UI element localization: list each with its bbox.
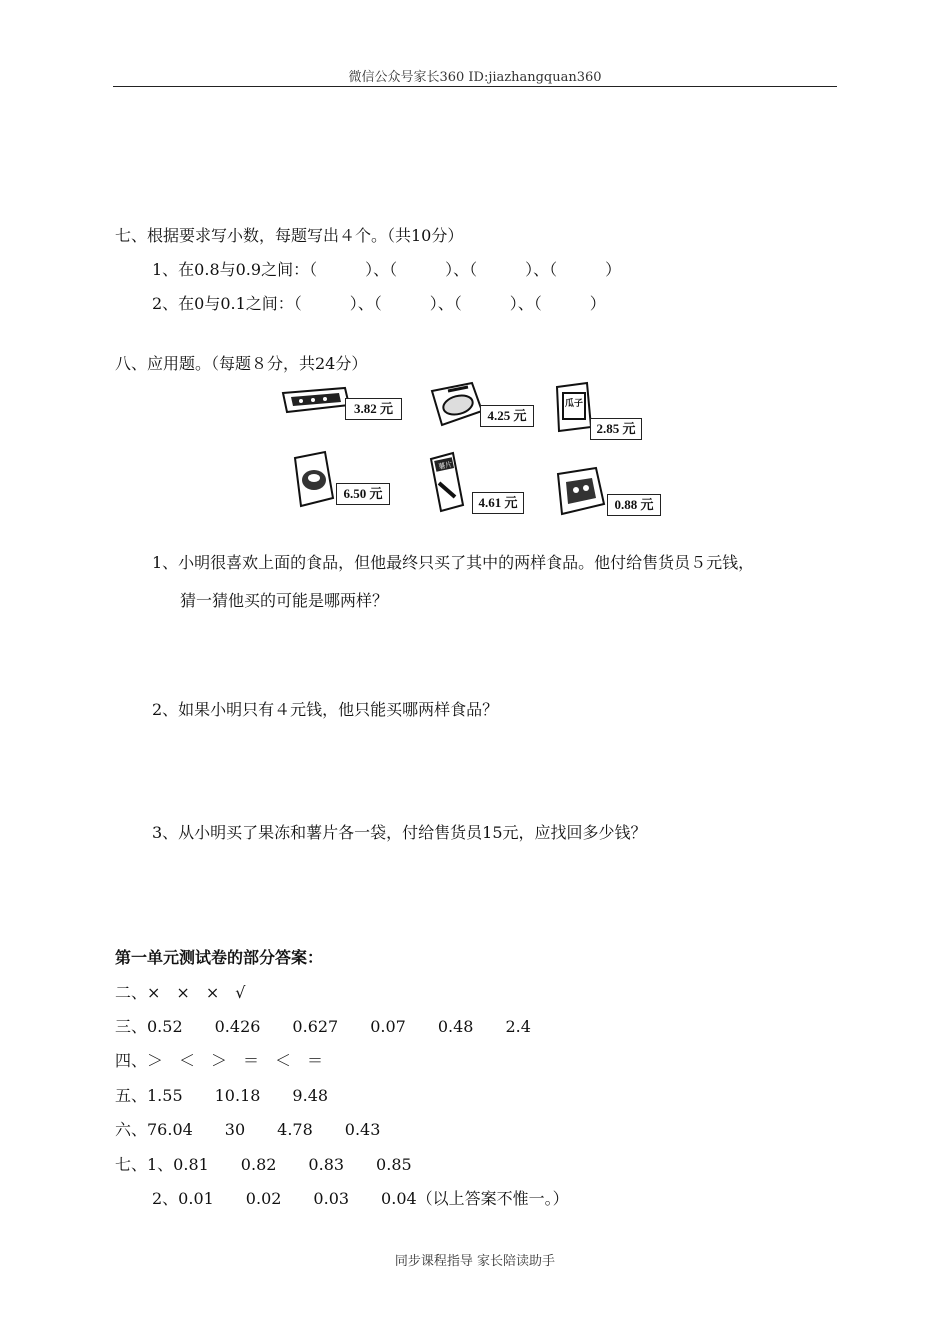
price-tag-5: 4.61 元: [472, 492, 524, 514]
header-rule: [113, 86, 837, 87]
food-label-seeds: 瓜子: [564, 399, 584, 409]
page-header: 微信公众号家长360 ID:jiazhangquan360: [348, 70, 602, 85]
section8-q1-line1: 1、小明很喜欢上面的食品，但他最终只买了其中的两样食品。他付给售货员５元钱，: [152, 553, 755, 572]
answer-line-2: 二、× × × √: [115, 983, 246, 1002]
answers-title: 第一单元测试卷的部分答案：: [115, 948, 324, 967]
jelly-bag-icon: [552, 466, 610, 518]
bread-pack-icon: [428, 381, 486, 429]
chips-bag-icon: [427, 451, 467, 513]
price-tag-6: 0.88 元: [607, 494, 661, 516]
answer-line-6: 六、76.04 30 4.78 0.43: [115, 1120, 381, 1139]
answer-line-7b: 2、0.01 0.02 0.03 0.04（以上答案不惟一。）: [152, 1189, 569, 1208]
section7-q2: 2、在0与0.1之间：（ ）、（ ）、（ ）、（ ）: [152, 294, 606, 313]
page-footer: 同步课程指导 家长陪读助手: [394, 1254, 556, 1269]
milk-box-icon: [289, 450, 339, 508]
answer-line-5: 五、1.55 10.18 9.48: [115, 1086, 329, 1105]
food-label-chips: 薯片: [437, 460, 454, 472]
price-tag-3: 2.85 元: [590, 418, 642, 440]
answer-line-4: 四、＞ ＜ ＞ ＝ ＜ ＝: [115, 1051, 324, 1070]
section7-q1: 1、在0.8与0.9之间：（ ）、（ ）、（ ）、（ ）: [152, 260, 622, 279]
answer-line-3: 三、0.52 0.426 0.627 0.07 0.48 2.4: [115, 1017, 531, 1036]
section8-q1-line2: 猜一猜他买的可能是哪两样？: [180, 591, 389, 610]
answer-line-7a: 七、1、0.81 0.82 0.83 0.85: [115, 1155, 412, 1174]
biscuit-pack-icon: [281, 385, 351, 415]
section8-title: 八、应用题。（每题８分，共24分）: [115, 354, 368, 373]
section8-q3: 3、从小明买了果冻和薯片各一袋，付给售货员15元，应找回多少钱？: [152, 823, 647, 842]
price-tag-4: 6.50 元: [336, 483, 390, 505]
section8-q2: 2、如果小明只有４元钱，他只能买哪两样食品？: [152, 700, 499, 719]
section7-title: 七、根据要求写小数，每题写出４个。（共10分）: [115, 226, 464, 245]
price-tag-2: 4.25 元: [480, 405, 534, 427]
price-tag-1: 3.82 元: [345, 398, 402, 420]
melon-seeds-pack-icon: [553, 381, 595, 433]
